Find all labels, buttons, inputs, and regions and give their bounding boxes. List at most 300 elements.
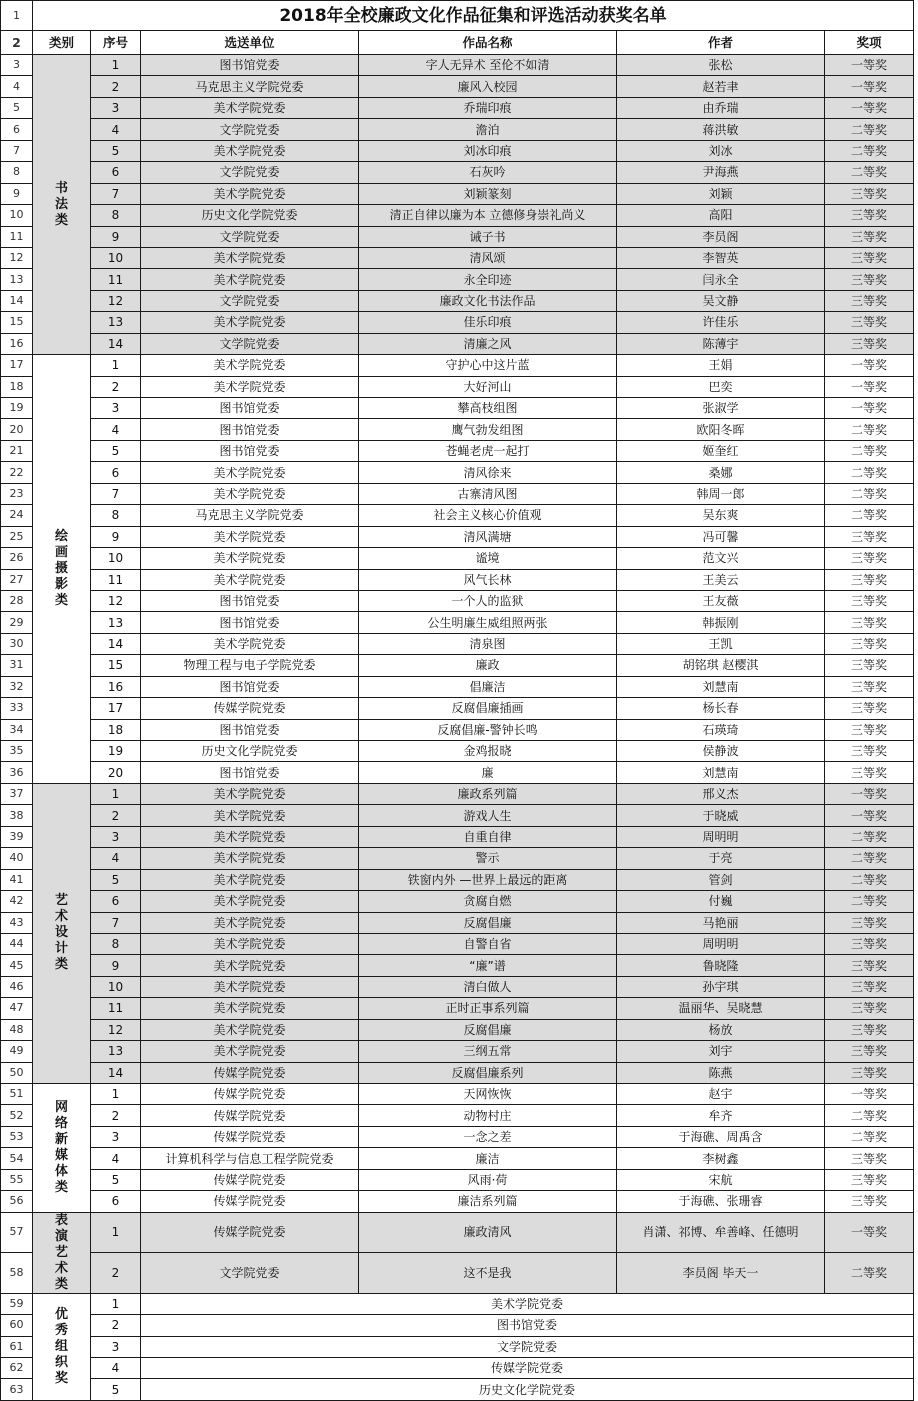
cell-work: 廉洁 (359, 1148, 617, 1169)
cell-unit: 美术学院党委 (141, 247, 359, 268)
table-row (1, 976, 914, 997)
row-number: 43 (1, 912, 33, 933)
row-number: 9 (1, 183, 33, 204)
cell-award: 一等奖 (825, 805, 914, 826)
cell-work: 反腐倡廉-警钟长鸣 (359, 719, 617, 740)
cell-work: 动物村庄 (359, 1105, 617, 1126)
cell-work: 鹰气勃发组图 (359, 419, 617, 440)
cell-author: 张淑学 (617, 398, 825, 419)
cell-unit: 美术学院党委 (141, 376, 359, 397)
table-row (1, 1315, 914, 1336)
cell-author: 杨长春 (617, 698, 825, 719)
cell-unit: 文学院党委 (141, 119, 359, 140)
cell-unit: 美术学院党委 (141, 1041, 359, 1062)
cell-author: 马艳丽 (617, 912, 825, 933)
cell-index: 9 (91, 226, 141, 247)
table-row (1, 1336, 914, 1357)
cell-award: 一等奖 (825, 55, 914, 76)
row-number: 57 (1, 1212, 33, 1253)
cell-index: 8 (91, 933, 141, 954)
cell-index: 13 (91, 1041, 141, 1062)
cell-unit: 图书馆党委 (141, 719, 359, 740)
cell-work: 刘颖篆刻 (359, 183, 617, 204)
cell-work: 澹泊 (359, 119, 617, 140)
category-label: 书法类 (33, 55, 91, 355)
cell-unit: 美术学院党委 (141, 891, 359, 912)
cell-work: 自重自律 (359, 826, 617, 847)
cell-work: 廉政系列篇 (359, 783, 617, 804)
cell-award: 三等奖 (825, 526, 914, 547)
cell-author: 周明明 (617, 933, 825, 954)
table-row (1, 698, 914, 719)
cell-author: 韩周一郎 (617, 483, 825, 504)
cell-award: 三等奖 (825, 590, 914, 611)
table-row (1, 569, 914, 590)
table-row (1, 31, 914, 55)
cell-work: 反腐倡廉 (359, 1019, 617, 1040)
cell-unit: 美术学院党委 (141, 848, 359, 869)
cell-author: 巴奕 (617, 376, 825, 397)
row-number: 12 (1, 247, 33, 268)
cell-work: 永全印迹 (359, 269, 617, 290)
cell-index: 2 (91, 1105, 141, 1126)
cell-author: 刘颖 (617, 183, 825, 204)
cell-author: 欧阳冬晖 (617, 419, 825, 440)
cell-award: 三等奖 (825, 912, 914, 933)
row-number: 38 (1, 805, 33, 826)
cell-award: 三等奖 (825, 1148, 914, 1169)
cell-index: 2 (91, 76, 141, 97)
cell-unit: 图书馆党委 (141, 1315, 914, 1336)
cell-unit: 美术学院党委 (141, 483, 359, 504)
cell-award: 二等奖 (825, 505, 914, 526)
cell-author: 高阳 (617, 205, 825, 226)
cell-author: 张松 (617, 55, 825, 76)
cell-award: 三等奖 (825, 612, 914, 633)
cell-index: 5 (91, 1379, 141, 1400)
cell-work: 金鸡报晓 (359, 741, 617, 762)
cell-index: 20 (91, 762, 141, 783)
cell-award: 一等奖 (825, 1084, 914, 1105)
cell-author: 石瑛琦 (617, 719, 825, 740)
cell-author: 吴东爽 (617, 505, 825, 526)
cell-author: 李树鑫 (617, 1148, 825, 1169)
table-row (1, 783, 914, 804)
table-row (1, 1293, 914, 1314)
row-number: 4 (1, 76, 33, 97)
table-row (1, 848, 914, 869)
cell-unit: 传媒学院党委 (141, 1212, 359, 1253)
cell-author: 于海礁、周禹含 (617, 1126, 825, 1147)
cell-index: 1 (91, 355, 141, 376)
cell-unit: 美术学院党委 (141, 869, 359, 890)
table-row (1, 440, 914, 461)
cell-unit: 美术学院党委 (141, 548, 359, 569)
table-row (1, 526, 914, 547)
table-row (1, 891, 914, 912)
row-number: 56 (1, 1191, 33, 1212)
cell-work: 清风徐来 (359, 462, 617, 483)
cell-unit: 美术学院党委 (141, 140, 359, 161)
cell-award: 一等奖 (825, 398, 914, 419)
cell-award: 一等奖 (825, 355, 914, 376)
row-number: 10 (1, 205, 33, 226)
cell-work: 警示 (359, 848, 617, 869)
cell-award: 一等奖 (825, 97, 914, 118)
cell-index: 6 (91, 1191, 141, 1212)
cell-author: 于亮 (617, 848, 825, 869)
cell-author: 孙宇琪 (617, 976, 825, 997)
row-number: 29 (1, 612, 33, 633)
table-row (1, 55, 914, 76)
table-row (1, 1357, 914, 1378)
cell-unit: 传媒学院党委 (141, 1191, 359, 1212)
cell-author: 王友薇 (617, 590, 825, 611)
cell-index: 2 (91, 376, 141, 397)
cell-author: 桑娜 (617, 462, 825, 483)
table-row (1, 655, 914, 676)
cell-index: 9 (91, 526, 141, 547)
cell-unit: 图书馆党委 (141, 590, 359, 611)
cell-index: 8 (91, 205, 141, 226)
row-number: 45 (1, 955, 33, 976)
table-row (1, 226, 914, 247)
row-number: 18 (1, 376, 33, 397)
cell-work: 这不是我 (359, 1253, 617, 1294)
cell-work: 佳乐印痕 (359, 312, 617, 333)
row-number: 52 (1, 1105, 33, 1126)
cell-index: 14 (91, 333, 141, 354)
cell-award: 三等奖 (825, 569, 914, 590)
row-number: 3 (1, 55, 33, 76)
cell-work: “廉”谱 (359, 955, 617, 976)
row-number: 19 (1, 398, 33, 419)
cell-index: 2 (91, 805, 141, 826)
table-row (1, 933, 914, 954)
cell-work: 廉洁系列篇 (359, 1191, 617, 1212)
table-row (1, 1212, 914, 1253)
row-number: 31 (1, 655, 33, 676)
cell-unit: 美术学院党委 (141, 826, 359, 847)
table-row (1, 119, 914, 140)
row-number: 26 (1, 548, 33, 569)
cell-unit: 马克思主义学院党委 (141, 505, 359, 526)
row-number: 42 (1, 891, 33, 912)
cell-work: 铁窗内外 —世界上最远的距离 (359, 869, 617, 890)
cell-award: 二等奖 (825, 440, 914, 461)
cell-work: 清白做人 (359, 976, 617, 997)
cell-work: 社会主义核心价值观 (359, 505, 617, 526)
cell-work: 风气长林 (359, 569, 617, 590)
cell-work: 风雨·荷 (359, 1169, 617, 1190)
table-row (1, 1148, 914, 1169)
cell-unit: 计算机科学与信息工程学院党委 (141, 1148, 359, 1169)
cell-index: 4 (91, 848, 141, 869)
table-row (1, 376, 914, 397)
cell-index: 18 (91, 719, 141, 740)
cell-unit: 传媒学院党委 (141, 1126, 359, 1147)
cell-award: 三等奖 (825, 933, 914, 954)
cell-index: 6 (91, 891, 141, 912)
cell-unit: 美术学院党委 (141, 976, 359, 997)
table-row (1, 633, 914, 654)
cell-index: 3 (91, 97, 141, 118)
cell-award: 三等奖 (825, 205, 914, 226)
cell-work: 大好河山 (359, 376, 617, 397)
cell-work: 清风满塘 (359, 526, 617, 547)
cell-author: 许佳乐 (617, 312, 825, 333)
cell-work: 三纲五常 (359, 1041, 617, 1062)
cell-award: 三等奖 (825, 719, 914, 740)
cell-award: 三等奖 (825, 333, 914, 354)
cell-award: 一等奖 (825, 1212, 914, 1253)
cell-unit: 传媒学院党委 (141, 1084, 359, 1105)
cell-index: 6 (91, 162, 141, 183)
cell-author: 蒋洪敏 (617, 119, 825, 140)
header-award: 奖项 (825, 31, 914, 55)
cell-author: 付巍 (617, 891, 825, 912)
table-row (1, 1105, 914, 1126)
cell-index: 7 (91, 483, 141, 504)
cell-unit: 图书馆党委 (141, 676, 359, 697)
row-number: 50 (1, 1062, 33, 1083)
cell-unit: 图书馆党委 (141, 762, 359, 783)
row-number: 41 (1, 869, 33, 890)
cell-index: 2 (91, 1253, 141, 1294)
cell-unit: 美术学院党委 (141, 998, 359, 1019)
cell-unit: 传媒学院党委 (141, 1357, 914, 1378)
row-number: 47 (1, 998, 33, 1019)
cell-unit: 图书馆党委 (141, 612, 359, 633)
cell-award: 二等奖 (825, 891, 914, 912)
row-number: 16 (1, 333, 33, 354)
cell-author: 李智英 (617, 247, 825, 268)
cell-work: 乔瑞印痕 (359, 97, 617, 118)
cell-award: 三等奖 (825, 955, 914, 976)
cell-award: 二等奖 (825, 1105, 914, 1126)
cell-author: 韩振刚 (617, 612, 825, 633)
cell-award: 三等奖 (825, 1191, 914, 1212)
row-number: 24 (1, 505, 33, 526)
cell-award: 二等奖 (825, 1126, 914, 1147)
cell-author: 王娟 (617, 355, 825, 376)
cell-unit: 图书馆党委 (141, 440, 359, 461)
cell-author: 刘冰 (617, 140, 825, 161)
category-label: 网络新媒体类 (33, 1084, 91, 1213)
row-number: 35 (1, 741, 33, 762)
cell-unit: 文学院党委 (141, 162, 359, 183)
cell-unit: 文学院党委 (141, 290, 359, 311)
cell-award: 三等奖 (825, 548, 914, 569)
cell-index: 4 (91, 419, 141, 440)
cell-award: 三等奖 (825, 290, 914, 311)
cell-unit: 文学院党委 (141, 1336, 914, 1357)
cell-work: 古寨清风图 (359, 483, 617, 504)
cell-unit: 美术学院党委 (141, 312, 359, 333)
cell-award: 二等奖 (825, 848, 914, 869)
row-number: 33 (1, 698, 33, 719)
table-row (1, 312, 914, 333)
cell-unit: 历史文化学院党委 (141, 205, 359, 226)
cell-author: 陈燕 (617, 1062, 825, 1083)
row-number: 8 (1, 162, 33, 183)
cell-work: 清正自律以廉为本 立德修身崇礼尚义 (359, 205, 617, 226)
cell-award: 三等奖 (825, 1169, 914, 1190)
cell-index: 8 (91, 505, 141, 526)
row-number: 28 (1, 590, 33, 611)
cell-index: 10 (91, 548, 141, 569)
cell-unit: 美术学院党委 (141, 933, 359, 954)
cell-author: 于晓威 (617, 805, 825, 826)
table-row (1, 97, 914, 118)
cell-work: 廉风入校园 (359, 76, 617, 97)
cell-award: 三等奖 (825, 183, 914, 204)
cell-work: 谧境 (359, 548, 617, 569)
cell-index: 3 (91, 1126, 141, 1147)
table-row (1, 826, 914, 847)
cell-author: 刘宇 (617, 1041, 825, 1062)
cell-index: 16 (91, 676, 141, 697)
cell-index: 15 (91, 655, 141, 676)
row-number: 25 (1, 526, 33, 547)
row-number: 44 (1, 933, 33, 954)
cell-work: 一个人的监狱 (359, 590, 617, 611)
table-row (1, 741, 914, 762)
cell-unit: 美术学院党委 (141, 269, 359, 290)
cell-unit: 马克思主义学院党委 (141, 76, 359, 97)
row-number: 54 (1, 1148, 33, 1169)
cell-index: 7 (91, 183, 141, 204)
header-work: 作品名称 (359, 31, 617, 55)
row-number: 37 (1, 783, 33, 804)
row-number: 14 (1, 290, 33, 311)
cell-unit: 传媒学院党委 (141, 1062, 359, 1083)
row-number: 40 (1, 848, 33, 869)
cell-work: 石灰吟 (359, 162, 617, 183)
cell-unit: 美术学院党委 (141, 783, 359, 804)
cell-index: 4 (91, 1357, 141, 1378)
cell-author: 温丽华、吴晓慧 (617, 998, 825, 1019)
row-number: 15 (1, 312, 33, 333)
table-row (1, 805, 914, 826)
cell-unit: 图书馆党委 (141, 419, 359, 440)
cell-index: 17 (91, 698, 141, 719)
cell-work: 反腐倡廉 (359, 912, 617, 933)
row-number: 36 (1, 762, 33, 783)
cell-work: 反腐倡廉插画 (359, 698, 617, 719)
cell-award: 一等奖 (825, 376, 914, 397)
cell-work: 廉政清风 (359, 1212, 617, 1253)
cell-index: 14 (91, 1062, 141, 1083)
cell-award: 三等奖 (825, 226, 914, 247)
cell-author: 鲁晓隆 (617, 955, 825, 976)
header-author: 作者 (617, 31, 825, 55)
cell-work: 倡廉洁 (359, 676, 617, 697)
row-number: 60 (1, 1315, 33, 1336)
row-number: 21 (1, 440, 33, 461)
table-row (1, 1, 914, 31)
table-row (1, 162, 914, 183)
row-number: 23 (1, 483, 33, 504)
cell-index: 11 (91, 569, 141, 590)
cell-author: 胡铭琪 赵樱淇 (617, 655, 825, 676)
table-row (1, 183, 914, 204)
cell-unit: 物理工程与电子学院党委 (141, 655, 359, 676)
cell-unit: 美术学院党委 (141, 355, 359, 376)
cell-author: 姬奎红 (617, 440, 825, 461)
cell-award: 三等奖 (825, 269, 914, 290)
cell-award: 三等奖 (825, 762, 914, 783)
cell-award: 三等奖 (825, 633, 914, 654)
cell-author: 赵若聿 (617, 76, 825, 97)
cell-unit: 传媒学院党委 (141, 1169, 359, 1190)
cell-award: 二等奖 (825, 483, 914, 504)
header-unit: 选送单位 (141, 31, 359, 55)
cell-award: 三等奖 (825, 1041, 914, 1062)
table-row (1, 1126, 914, 1147)
cell-award: 二等奖 (825, 162, 914, 183)
row-number: 2 (1, 31, 33, 55)
cell-work: 天网恢恢 (359, 1084, 617, 1105)
cell-work: 一念之差 (359, 1126, 617, 1147)
row-number: 32 (1, 676, 33, 697)
cell-index: 3 (91, 826, 141, 847)
cell-index: 5 (91, 440, 141, 461)
cell-unit: 文学院党委 (141, 333, 359, 354)
table-row (1, 333, 914, 354)
cell-index: 13 (91, 312, 141, 333)
cell-unit: 文学院党委 (141, 1253, 359, 1294)
cell-work: 攀高枝组图 (359, 398, 617, 419)
table-row (1, 612, 914, 633)
cell-index: 4 (91, 119, 141, 140)
row-number: 30 (1, 633, 33, 654)
cell-unit: 美术学院党委 (141, 569, 359, 590)
cell-index: 3 (91, 398, 141, 419)
cell-award: 三等奖 (825, 247, 914, 268)
cell-unit: 美术学院党委 (141, 1019, 359, 1040)
table-row (1, 762, 914, 783)
cell-unit: 美术学院党委 (141, 183, 359, 204)
row-number: 34 (1, 719, 33, 740)
cell-index: 12 (91, 290, 141, 311)
table-row (1, 269, 914, 290)
row-number: 46 (1, 976, 33, 997)
row-number: 11 (1, 226, 33, 247)
table-row (1, 1379, 914, 1400)
cell-index: 1 (91, 1084, 141, 1105)
row-number: 61 (1, 1336, 33, 1357)
table-row (1, 676, 914, 697)
cell-work: 廉政文化书法作品 (359, 290, 617, 311)
header-category: 类别 (33, 31, 91, 55)
table-row (1, 76, 914, 97)
table-row (1, 1253, 914, 1294)
cell-award: 三等奖 (825, 1062, 914, 1083)
cell-unit: 美术学院党委 (141, 462, 359, 483)
cell-award: 一等奖 (825, 76, 914, 97)
cell-unit: 美术学院党委 (141, 1293, 914, 1314)
cell-author: 冯可馨 (617, 526, 825, 547)
cell-index: 7 (91, 912, 141, 933)
table-row (1, 1191, 914, 1212)
table-row (1, 1041, 914, 1062)
cell-index: 11 (91, 269, 141, 290)
cell-index: 14 (91, 633, 141, 654)
table-row (1, 290, 914, 311)
category-label: 表演艺术类 (33, 1212, 91, 1293)
row-number: 13 (1, 269, 33, 290)
